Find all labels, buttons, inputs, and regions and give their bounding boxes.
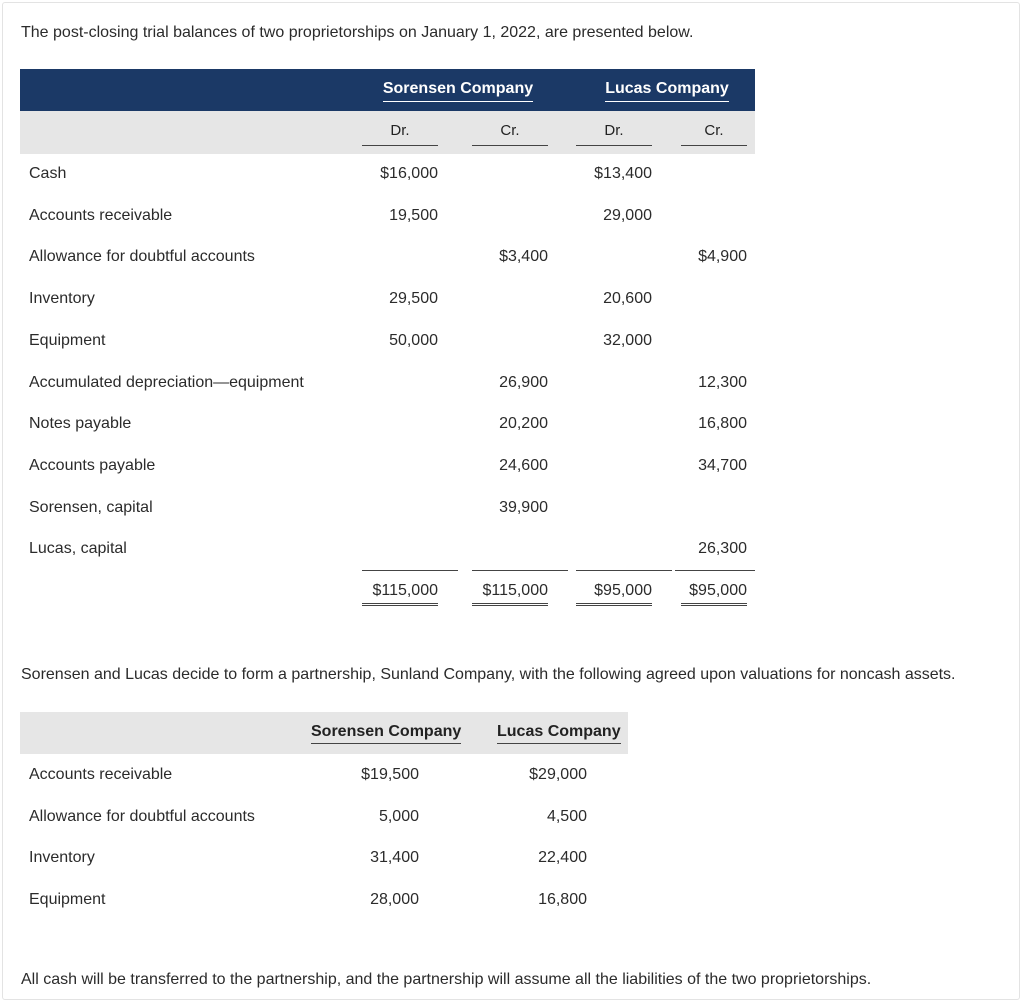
row-label: Accounts receivable — [29, 207, 173, 224]
cell-a-dr: $16,000 — [380, 165, 438, 182]
valuation-cell-b: 22,400 — [538, 849, 587, 866]
row-label: Sorensen, capital — [29, 499, 153, 516]
sorensen-company-header: Sorensen Company — [378, 80, 538, 102]
row-label: Accounts payable — [29, 457, 156, 474]
cell-b-cr: $4,900 — [698, 248, 747, 265]
valuation-cell-a: 28,000 — [370, 891, 419, 908]
sorensen-dr-header: Dr. — [390, 122, 410, 139]
valuation-cell-a: 31,400 — [370, 849, 419, 866]
row-label: Lucas, capital — [29, 540, 127, 557]
valuation-row-label: Allowance for doubtful accounts — [29, 808, 255, 825]
partnership-text: Sorensen and Lucas decide to form a partnership, Sunland Company, with the following agreed upon valuations for noncash assets. — [21, 666, 956, 683]
cell-a-cr: 20,200 — [499, 415, 548, 432]
row-label: Cash — [29, 165, 67, 182]
cell-b-cr: 12,300 — [698, 374, 747, 391]
intro-text: The post-closing trial balances of two proprietorships on January 1, 2022, are presented below. — [21, 24, 694, 41]
cell-b-dr: 29,000 — [603, 207, 652, 224]
cell-a-dr: 50,000 — [389, 332, 438, 349]
valuation-cell-b: $29,000 — [529, 766, 587, 783]
sorensen-dr-underline — [362, 145, 438, 146]
sorensen-dr-sum-line — [362, 570, 458, 571]
total-sorensen-cr: $115,000 — [472, 580, 548, 606]
total-sorensen-dr: $115,000 — [362, 580, 438, 606]
sorensen-cr-sum-line — [472, 570, 568, 571]
valuation-row-label: Accounts receivable — [29, 766, 173, 783]
row-label: Allowance for doubtful accounts — [29, 248, 255, 265]
valuations-table — [20, 712, 628, 908]
trial-balance-table — [20, 69, 755, 599]
row-label: Inventory — [29, 290, 95, 307]
lucas-company-header: Lucas Company — [588, 80, 746, 102]
valuation-cell-b: 16,800 — [538, 891, 587, 908]
total-lucas-dr: $95,000 — [576, 580, 652, 606]
cell-a-cr: $3,400 — [499, 248, 548, 265]
row-label: Equipment — [29, 332, 106, 349]
valuation-lucas-header: Lucas Company — [497, 723, 621, 744]
valuation-sorensen-header: Sorensen Company — [311, 723, 461, 744]
cell-a-dr: 29,500 — [389, 290, 438, 307]
lucas-dr-header: Dr. — [604, 122, 624, 139]
cell-a-cr: 39,900 — [499, 499, 548, 516]
cell-a-cr: 26,900 — [499, 374, 548, 391]
lucas-cr-sum-line — [675, 570, 755, 571]
cell-a-cr: 24,600 — [499, 457, 548, 474]
sorensen-cr-header: Cr. — [500, 122, 520, 139]
valuation-cell-a: $19,500 — [361, 766, 419, 783]
sorensen-cr-underline — [472, 145, 548, 146]
cell-b-dr: $13,400 — [594, 165, 652, 182]
total-lucas-cr: $95,000 — [681, 580, 747, 606]
lucas-dr-sum-line — [576, 570, 672, 571]
cell-b-cr: 26,300 — [698, 540, 747, 557]
cell-b-dr: 20,600 — [603, 290, 652, 307]
valuation-row-label: Inventory — [29, 849, 95, 866]
row-label: Accumulated depreciation—equipment — [29, 374, 304, 391]
valuation-row-label: Equipment — [29, 891, 106, 908]
lucas-cr-underline — [681, 145, 747, 146]
valuation-cell-a: 5,000 — [378, 808, 419, 825]
lucas-cr-header: Cr. — [704, 122, 724, 139]
closing-text: All cash will be transferred to the partnership, and the partnership will assume all the liabilities of the two proprietorships. — [21, 971, 872, 988]
cell-b-cr: 34,700 — [698, 457, 747, 474]
valuation-cell-b: 4,500 — [546, 808, 587, 825]
cell-b-dr: 32,000 — [603, 332, 652, 349]
row-label: Notes payable — [29, 415, 132, 432]
cell-a-dr: 19,500 — [389, 207, 438, 224]
cell-b-cr: 16,800 — [698, 415, 747, 432]
lucas-dr-underline — [576, 145, 652, 146]
